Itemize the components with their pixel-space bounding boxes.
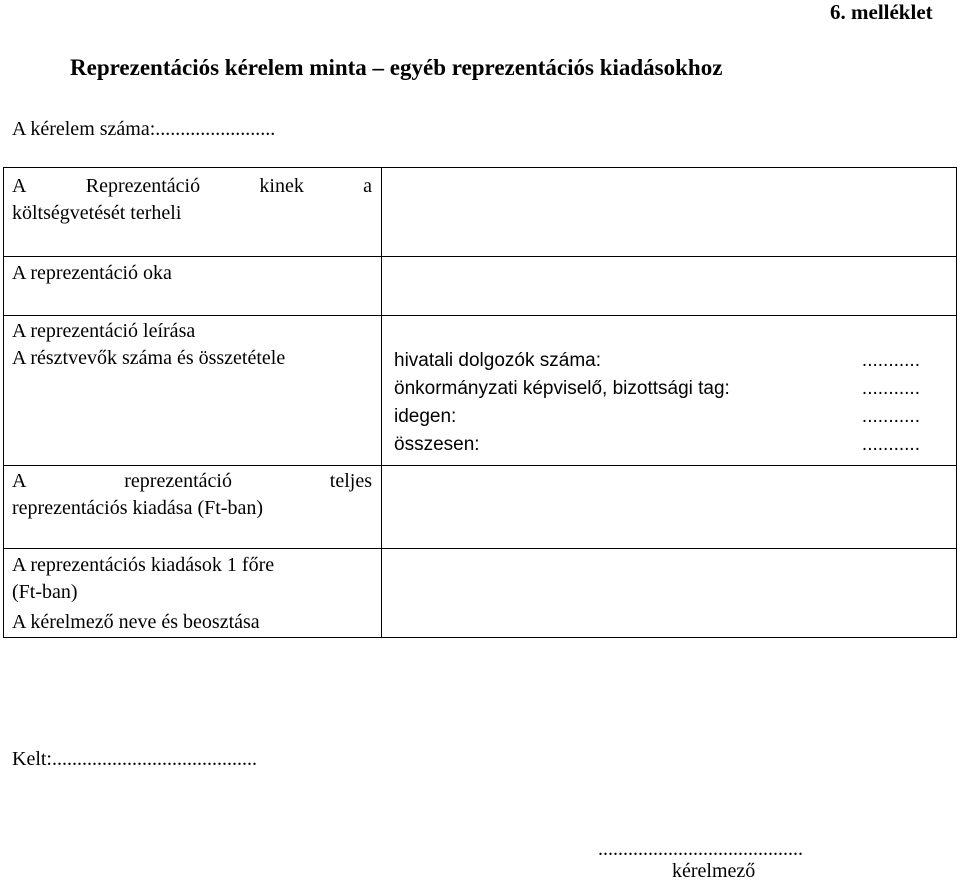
total-cost-value-cell[interactable]	[382, 466, 956, 548]
date-field[interactable]: Kelt:.........................................	[12, 748, 257, 770]
reason-value-cell[interactable]	[382, 257, 956, 315]
annex-label: 6. melléklet	[830, 0, 933, 24]
reason-label: A reprezentáció oka	[12, 262, 172, 284]
table-border-right	[956, 167, 957, 638]
table-border-left	[3, 167, 4, 638]
signature-line[interactable]: .........................................	[598, 838, 803, 860]
per-person-applicant-value-cell[interactable]	[382, 549, 956, 637]
participants-row-external: idegen: ...........	[394, 406, 920, 427]
signature-label: kérelmező	[672, 860, 756, 882]
per-person-label: A reprezentációs kiadások 1 főre (Ft-ban)	[12, 554, 275, 603]
page-title: Reprezentációs kérelem minta – egyéb reprezentációs kiadásokhoz	[70, 55, 723, 80]
participants-row-total: összesen: ...........	[394, 434, 920, 455]
request-number-field[interactable]: A kérelem száma:........................	[12, 118, 276, 140]
staff-count-field[interactable]: ...........	[861, 350, 920, 371]
external-count-field[interactable]: ...........	[861, 406, 920, 427]
participants-label: A résztvevők száma és összetétele	[12, 347, 286, 369]
budget-label: A Reprezentáció kinek a költségvetését terheli	[12, 175, 372, 224]
participants-row-staff: hivatali dolgozók száma: ...........	[394, 350, 920, 371]
description-label: A reprezentáció leírása	[12, 320, 196, 342]
applicant-label: A kérelmező neve és beosztása	[12, 611, 260, 633]
table-divider	[3, 315, 957, 316]
total-cost-label: A reprezentáció teljes reprezentációs kiadása (Ft-ban)	[12, 470, 372, 519]
council-count-field[interactable]: ...........	[861, 378, 920, 399]
table-border-bottom	[3, 637, 957, 638]
budget-value-cell[interactable]	[382, 168, 956, 256]
total-count-field[interactable]: ...........	[861, 434, 920, 455]
participants-row-council: önkormányzati képviselő, bizottsági tag: ...........	[394, 378, 920, 399]
